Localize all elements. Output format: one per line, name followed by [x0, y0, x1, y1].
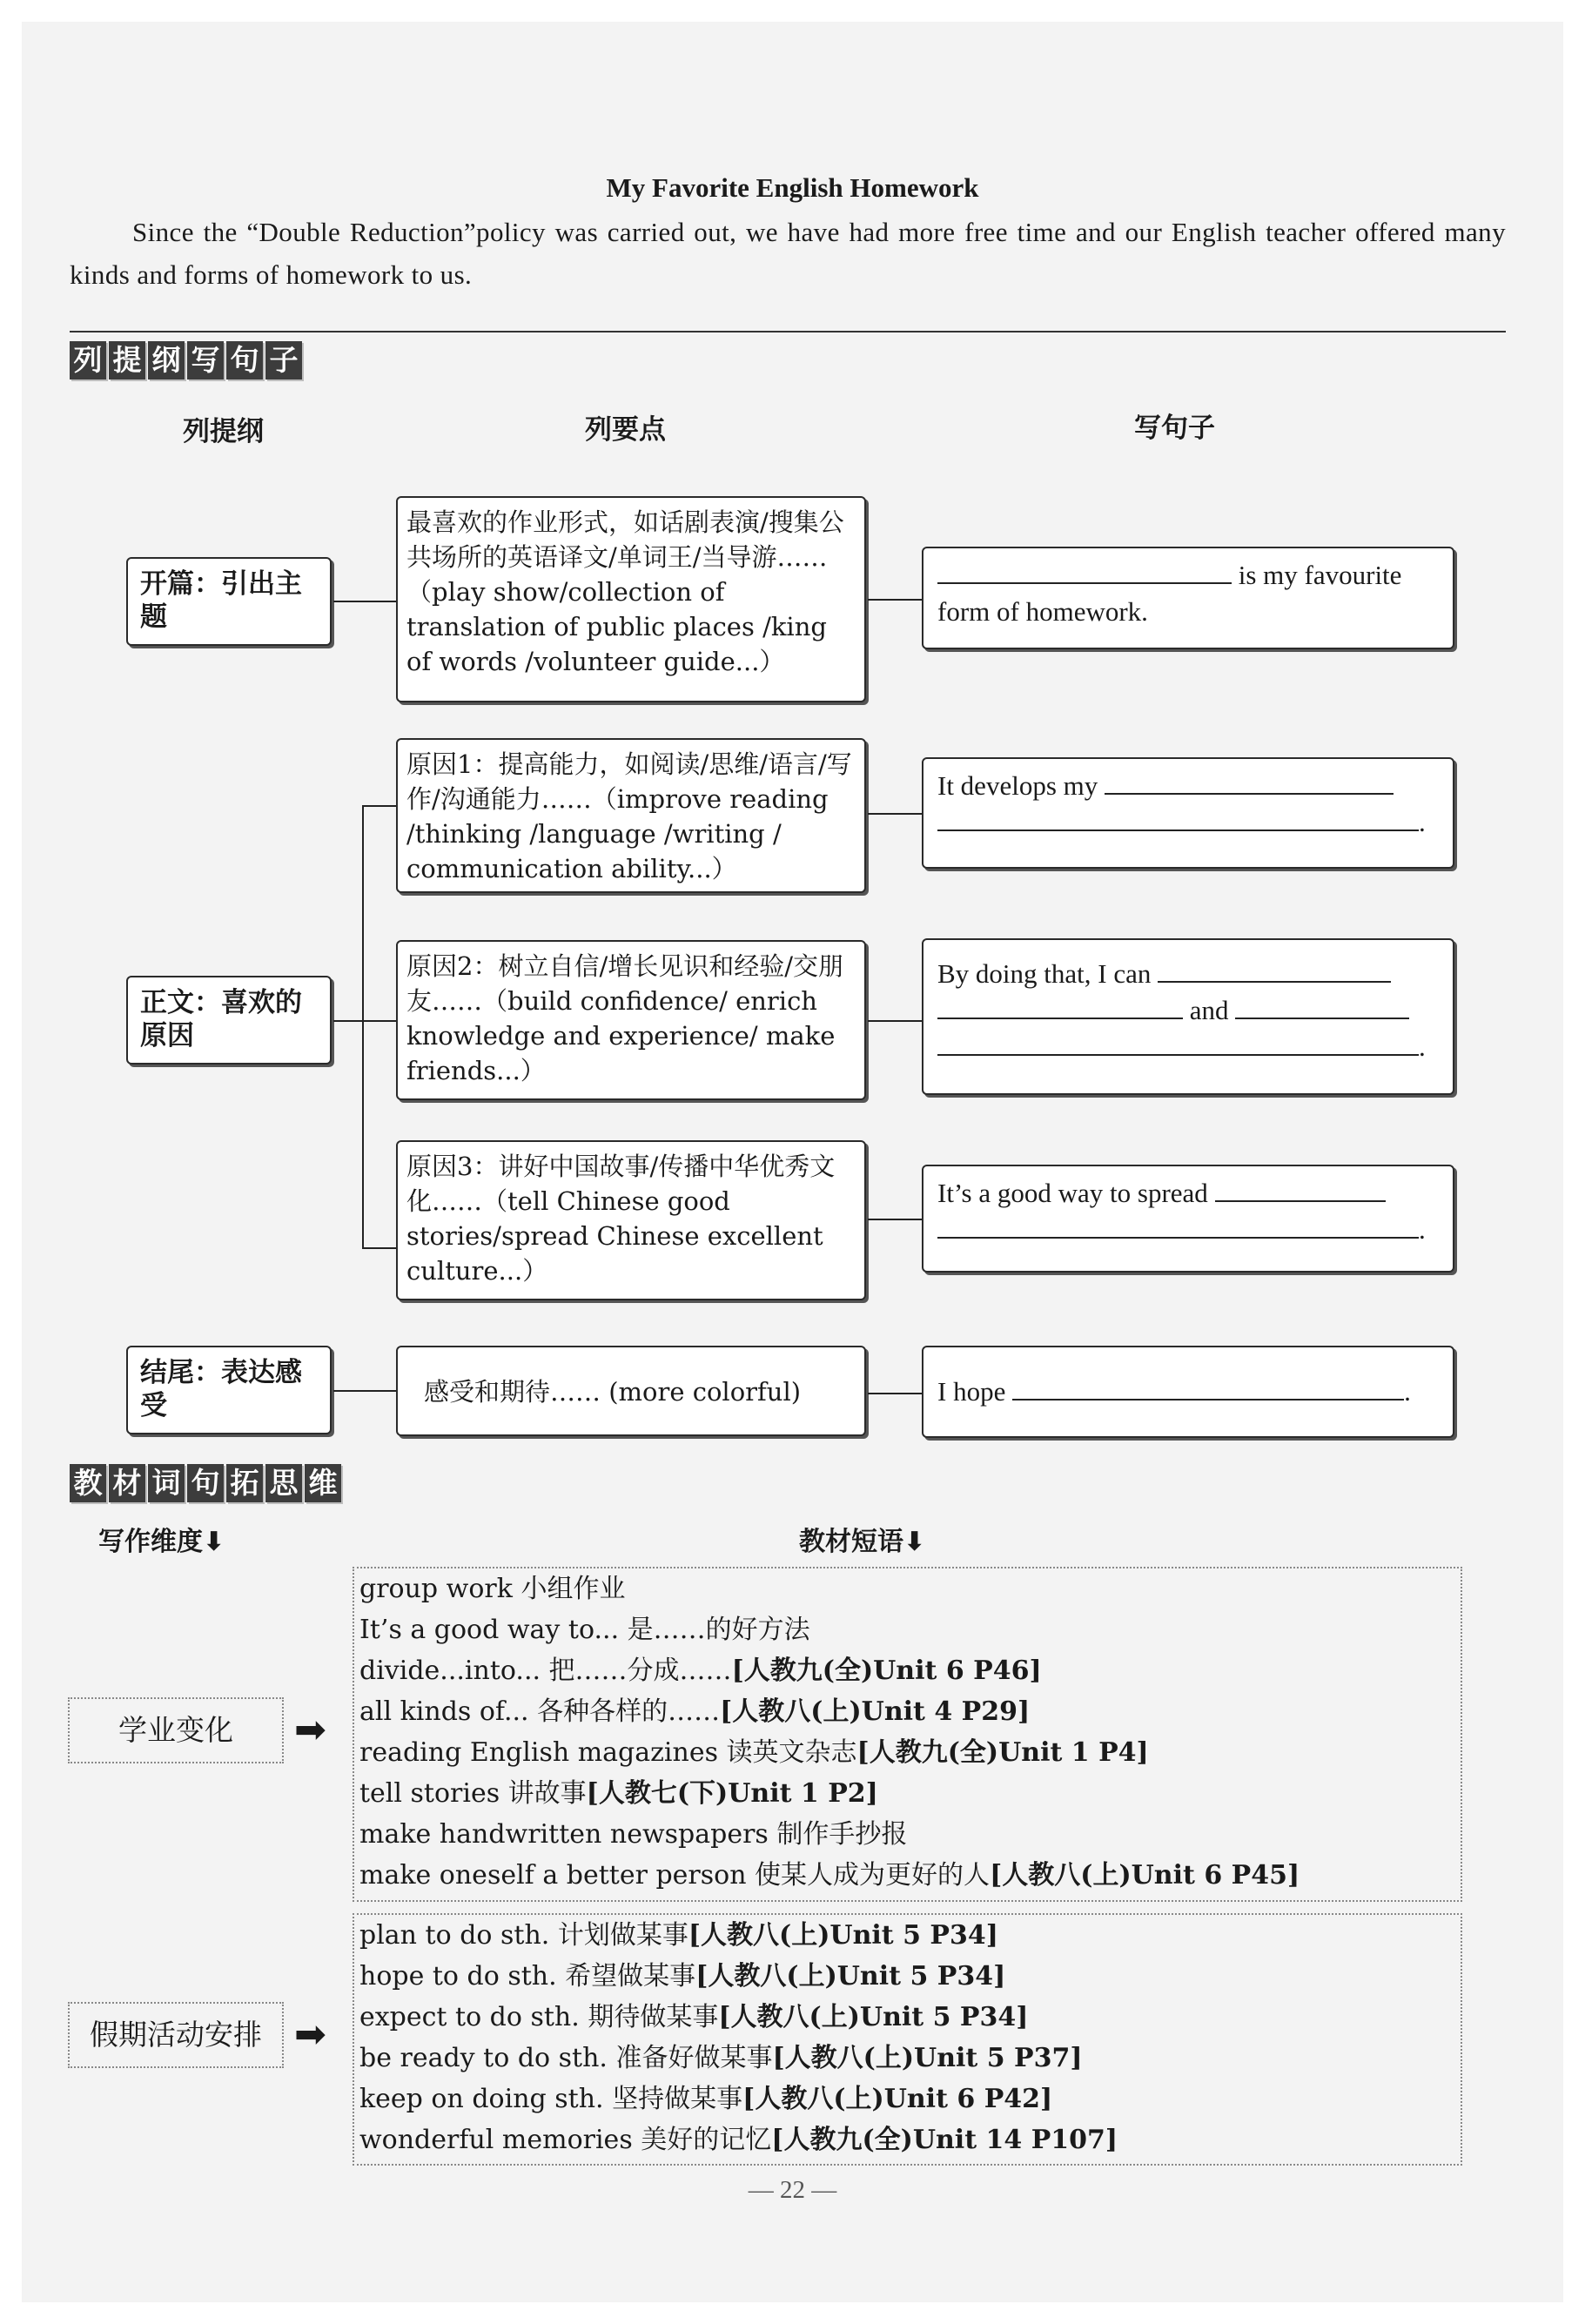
section-tag-outline [70, 341, 302, 379]
answer-blank[interactable] [937, 1030, 1419, 1056]
sentence-box-4 [922, 1165, 1454, 1273]
phrase-list-holiday [353, 1913, 1462, 2166]
phrase-item: make handwritten newspapers 制作手抄报 [359, 1819, 908, 1850]
tag-char: 列 [70, 341, 106, 379]
tag-char: 维 [305, 1464, 341, 1502]
connector [362, 1020, 396, 1022]
phrase-item: It’s a good way to... 是……的好方法 [359, 1615, 810, 1645]
essay-title: My Favorite English Homework [606, 172, 979, 203]
connector [362, 805, 396, 807]
sentence-box-5 [922, 1346, 1454, 1438]
answer-blank[interactable] [1158, 957, 1391, 983]
right-arrow-icon: ➡ [294, 1708, 326, 1752]
sentence-text: I hope [937, 1376, 1006, 1407]
tag-char: 提 [109, 341, 145, 379]
phrase-item: group work 小组作业 [359, 1574, 626, 1604]
down-arrow-icon: ⬇ [903, 1527, 926, 1557]
answer-blank[interactable] [937, 558, 1232, 584]
connector [868, 1393, 922, 1394]
phrase-item: tell stories 讲故事[人教七(下)Unit 1 P2] [359, 1778, 878, 1809]
sentence-text: form of homework. [937, 596, 1148, 627]
tag-char: 教 [70, 1464, 106, 1502]
col-header-outline: 列提纲 [183, 416, 264, 447]
right-arrow-icon: ➡ [294, 2012, 326, 2057]
point-box-reason1: 原因1：提高能力，如阅读/思维/语言/写作/沟通能力……（improve reading /thinking /language /writing / communication ability...） [396, 738, 866, 893]
answer-blank[interactable] [1105, 769, 1394, 795]
sentence-text: is my favourite [1238, 560, 1402, 590]
sentence-box-3 [922, 938, 1454, 1095]
down-arrow-icon: ⬇ [203, 1527, 225, 1557]
connector [868, 1219, 922, 1220]
sentence-text: It develops my [937, 770, 1098, 801]
tag-char: 句 [226, 341, 263, 379]
phrase-item: wonderful memories 美好的记忆[人教九(全)Unit 14 P107] [359, 2125, 1118, 2155]
phrase-item: plan to do sth. 计划做某事[人教八(上)Unit 5 P34] [359, 1920, 998, 1951]
period: . [1419, 1031, 1426, 1062]
tag-char: 词 [148, 1464, 185, 1502]
page-number: — 22 — [748, 2176, 837, 2204]
tag-char: 纲 [148, 341, 185, 379]
col-header-dimension: 写作维度⬇ [98, 1527, 225, 1557]
phrase-item: divide...into... 把……分成……[人教九(全)Unit 6 P46] [359, 1656, 1042, 1686]
divider [70, 331, 1506, 332]
point-box-feelings: 感受和期待…… (more colorful) [396, 1346, 866, 1436]
phrase-item: make oneself a better person 使某人成为更好的人[人教八(上)Unit 6 P45] [359, 1860, 1300, 1891]
period: . [1419, 807, 1426, 837]
period: . [1419, 1214, 1426, 1245]
connector [868, 1020, 922, 1022]
tag-char: 子 [265, 341, 302, 379]
tag-char: 材 [109, 1464, 145, 1502]
phrase-item: keep on doing sth. 坚持做某事[人教八(上)Unit 6 P42] [359, 2084, 1053, 2114]
outline-body: 正文：喜欢的原因 [126, 976, 332, 1065]
section-tag-textbook [70, 1464, 341, 1502]
connector [868, 599, 922, 601]
phrase-item: all kinds of... 各种各样的……[人教八(上)Unit 4 P29] [359, 1696, 1031, 1727]
period: . [1404, 1376, 1411, 1407]
answer-blank[interactable] [937, 993, 1183, 1019]
answer-blank[interactable] [1215, 1176, 1386, 1202]
dimension-holiday: 假期活动安排 [68, 2002, 284, 2068]
tag-char: 句 [187, 1464, 224, 1502]
outline-start: 开篇：引出主题 [126, 557, 332, 646]
tag-char: 思 [265, 1464, 302, 1502]
phrase-list-academic [353, 1567, 1462, 1902]
phrase-item: hope to do sth. 希望做某事[人教八(上)Unit 5 P34] [359, 1961, 1006, 1992]
connector [333, 601, 396, 602]
phrase-item: reading English magazines 读英文杂志[人教九(全)Unit 1 P4] [359, 1737, 1149, 1768]
sentence-box-1 [922, 547, 1454, 649]
answer-blank[interactable] [937, 1212, 1419, 1239]
outline-end: 结尾：表达感受 [126, 1346, 332, 1434]
sentence-text: It’s a good way to spread [937, 1178, 1208, 1208]
connector [333, 1390, 396, 1392]
point-box-reason3: 原因3：讲好中国故事/传播中华优秀文化……（tell Chinese good stories/spread Chinese excellent culture...） [396, 1140, 866, 1300]
connector [333, 1020, 362, 1022]
col-header-sentences: 写句子 [1134, 413, 1215, 444]
sentence-text: and [1189, 995, 1229, 1025]
phrase-item: be ready to do sth. 准备好做某事[人教八(上)Unit 5 P37] [359, 2043, 1083, 2073]
answer-blank[interactable] [937, 805, 1419, 831]
connector [868, 813, 922, 815]
point-box-reason2: 原因2：树立自信/增长见识和经验/交朋友……（build confidence/ enrich knowledge and experience/ make friends...） [396, 940, 866, 1100]
answer-blank[interactable] [1012, 1374, 1404, 1400]
sentence-text: By doing that, I can [937, 958, 1152, 989]
essay-intro: Since the “Double Reduction”policy was carried out, we have had more free time and our English teacher offered many kinds and forms of homework to us. [70, 217, 1506, 290]
connector [362, 1247, 396, 1249]
tag-char: 写 [187, 341, 224, 379]
tag-char: 拓 [226, 1464, 263, 1502]
sentence-box-2 [922, 757, 1454, 869]
col-header-points: 列要点 [585, 414, 666, 446]
col-header-phrases: 教材短语⬇ [799, 1527, 926, 1557]
point-box-favorite: 最喜欢的作业形式，如话剧表演/搜集公共场所的英语译文/单词王/当导游……（play show/collection of translation of public places /king of words /volunteer guide...） [396, 496, 866, 702]
dimension-academic: 学业变化 [68, 1697, 284, 1763]
phrase-item: expect to do sth. 期待做某事[人教八(上)Unit 5 P34] [359, 2002, 1029, 2032]
connector-bracket [362, 805, 364, 1247]
answer-blank[interactable] [1235, 993, 1409, 1019]
